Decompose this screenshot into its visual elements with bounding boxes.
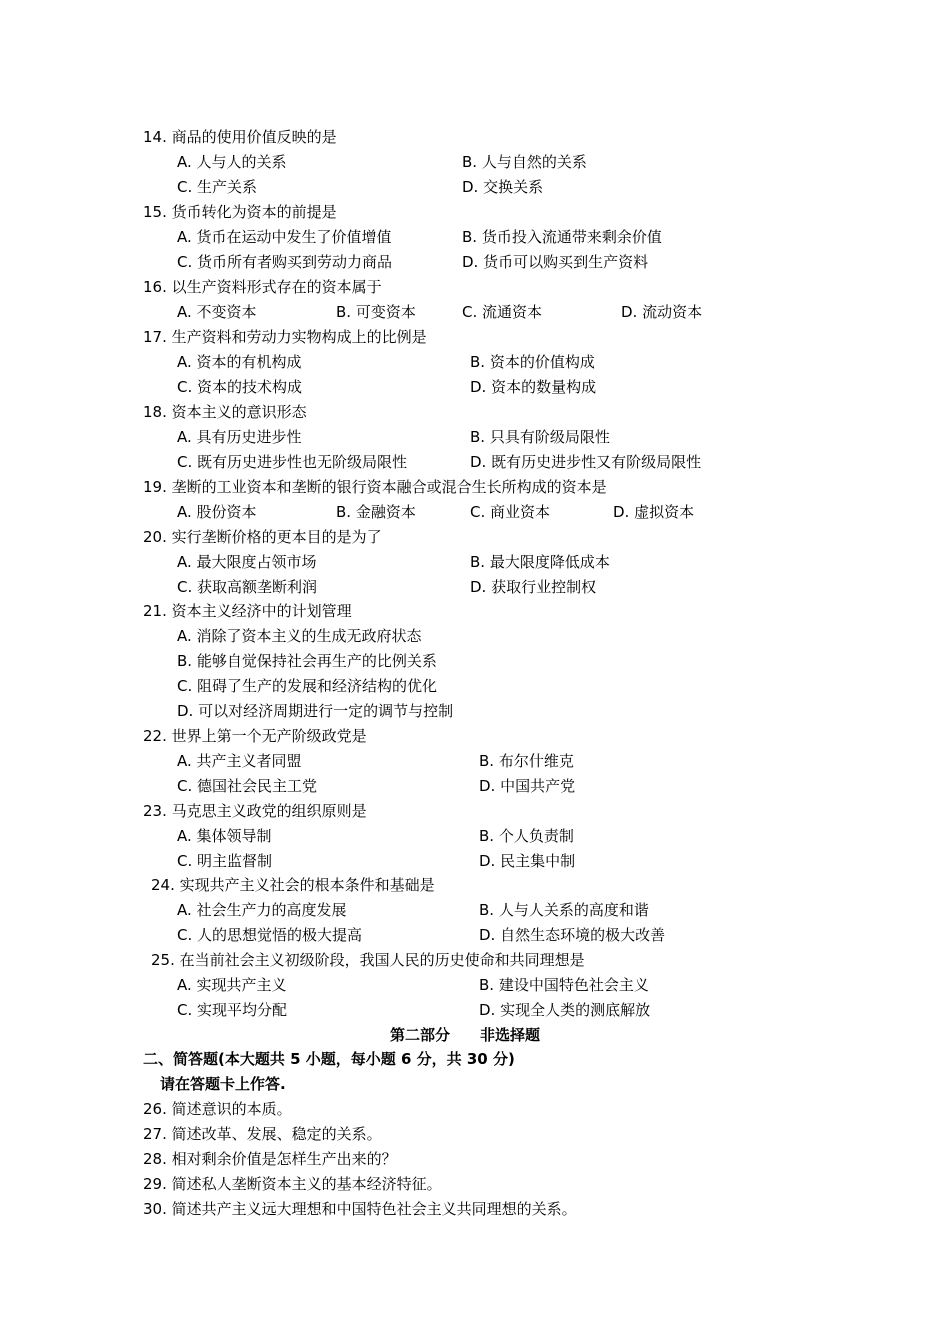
question-20-option-b: B. 最大限度降低成本 <box>470 553 610 571</box>
question-23-option-d: D. 民主集中制 <box>479 852 576 870</box>
question-24-option-c: C. 人的思想觉悟的极大提高 <box>177 926 363 944</box>
section-title: 二、简答题(本大题共 5 小题，每小题 6 分，共 30 分) <box>143 1050 515 1068</box>
question-17-option-d: D. 资本的数量构成 <box>470 378 597 396</box>
question-19-option-c: C. 商业资本 <box>470 503 551 521</box>
question-21-option-b: B. 能够自觉保持社会再生产的比例关系 <box>177 652 437 670</box>
question-18-option-c: C. 既有历史进步性也无阶级局限性 <box>177 453 408 471</box>
question-17-stem: 17. 生产资料和劳动力实物构成上的比例是 <box>143 328 427 346</box>
question-25-option-a: A. 实现共产主义 <box>177 976 287 994</box>
question-18-option-d: D. 既有历史进步性又有阶级局限性 <box>470 453 702 471</box>
question-16-option-b: B. 可变资本 <box>336 303 416 321</box>
question-15-option-c: C. 货币所有者购买到劳动力商品 <box>177 253 393 271</box>
question-25-option-c: C. 实现平均分配 <box>177 1001 288 1019</box>
question-19-option-d: D. 虚拟资本 <box>613 503 695 521</box>
question-18-option-b: B. 只具有阶级局限性 <box>470 428 610 446</box>
question-21-option-c: C. 阻碍了生产的发展和经济结构的优化 <box>177 677 438 695</box>
question-24-option-a: A. 社会生产力的高度发展 <box>177 901 347 919</box>
question-23-option-c: C. 明主监督制 <box>177 852 273 870</box>
question-24-stem: 24. 实现共产主义社会的根本条件和基础是 <box>151 876 435 894</box>
question-19-stem: 19. 垄断的工业资本和垄断的银行资本融合或混合生长所构成的资本是 <box>143 478 607 496</box>
question-30: 30. 简述共产主义远大理想和中国特色社会主义共同理想的关系。 <box>143 1200 577 1218</box>
question-15-option-b: B. 货币投入流通带来剩余价值 <box>462 228 662 246</box>
question-14-stem: 14. 商品的使用价值反映的是 <box>143 128 337 146</box>
question-14-option-c: C. 生产关系 <box>177 178 258 196</box>
question-24-option-b: B. 人与人关系的高度和谐 <box>479 901 649 919</box>
question-26: 26. 简述意识的本质。 <box>143 1100 292 1118</box>
question-14-option-d: D. 交换关系 <box>462 178 544 196</box>
question-28: 28. 相对剩余价值是怎样生产出来的？ <box>143 1150 397 1168</box>
question-23-option-a: A. 集体领导制 <box>177 827 272 845</box>
question-14-option-b: B. 人与自然的关系 <box>462 153 587 171</box>
question-23-option-b: B. 个人负责制 <box>479 827 574 845</box>
question-21-stem: 21. 资本主义经济中的计划管理 <box>143 602 352 620</box>
question-17-option-a: A. 资本的有机构成 <box>177 353 302 371</box>
question-25-option-d: D. 实现全人类的测底解放 <box>479 1001 651 1019</box>
question-24-option-d: D. 自然生态环境的极大改善 <box>479 926 666 944</box>
question-16-option-a: A. 不变资本 <box>177 303 257 321</box>
question-23-stem: 23. 马克思主义政党的组织原则是 <box>143 802 367 820</box>
question-14-option-a: A. 人与人的关系 <box>177 153 287 171</box>
question-15-option-d: D. 货币可以购买到生产资料 <box>462 253 649 271</box>
question-16-stem: 16. 以生产资料形式存在的资本属于 <box>143 278 382 296</box>
question-20-option-c: C. 获取高额垄断利润 <box>177 578 318 596</box>
question-25-option-b: B. 建设中国特色社会主义 <box>479 976 649 994</box>
question-22-option-d: D. 中国共产党 <box>479 777 576 795</box>
question-17-option-c: C. 资本的技术构成 <box>177 378 303 396</box>
question-20-option-d: D. 获取行业控制权 <box>470 578 597 596</box>
question-16-option-c: C. 流通资本 <box>462 303 543 321</box>
question-20-stem: 20. 实行垄断价格的更本目的是为了 <box>143 528 382 546</box>
question-18-option-a: A. 具有历史进步性 <box>177 428 302 446</box>
question-22-option-a: A. 共产主义者同盟 <box>177 752 302 770</box>
part-two-title: 第二部分 非选择题 <box>390 1026 541 1044</box>
question-22-option-b: B. 布尔什维克 <box>479 752 574 770</box>
question-20-option-a: A. 最大限度占领市场 <box>177 553 317 571</box>
question-15-stem: 15. 货币转化为资本的前提是 <box>143 203 337 221</box>
question-21-option-a: A. 消除了资本主义的生成无政府状态 <box>177 627 422 645</box>
question-25-stem: 25. 在当前社会主义初级阶段，我国人民的历史使命和共同理想是 <box>151 951 585 969</box>
answer-instruction: 请在答题卡上作答. <box>160 1075 286 1093</box>
question-29: 29. 简述私人垄断资本主义的基本经济特征。 <box>143 1175 442 1193</box>
question-21-option-d: D. 可以对经济周期进行一定的调节与控制 <box>177 702 454 720</box>
question-19-option-b: B. 金融资本 <box>336 503 416 521</box>
question-17-option-b: B. 资本的价值构成 <box>470 353 595 371</box>
question-27: 27. 简述改革、发展、稳定的关系。 <box>143 1125 382 1143</box>
question-22-option-c: C. 德国社会民主工党 <box>177 777 318 795</box>
question-19-option-a: A. 股份资本 <box>177 503 257 521</box>
question-22-stem: 22. 世界上第一个无产阶级政党是 <box>143 727 367 745</box>
question-16-option-d: D. 流动资本 <box>621 303 703 321</box>
question-15-option-a: A. 货币在运动中发生了价值增值 <box>177 228 392 246</box>
question-18-stem: 18. 资本主义的意识形态 <box>143 403 307 421</box>
